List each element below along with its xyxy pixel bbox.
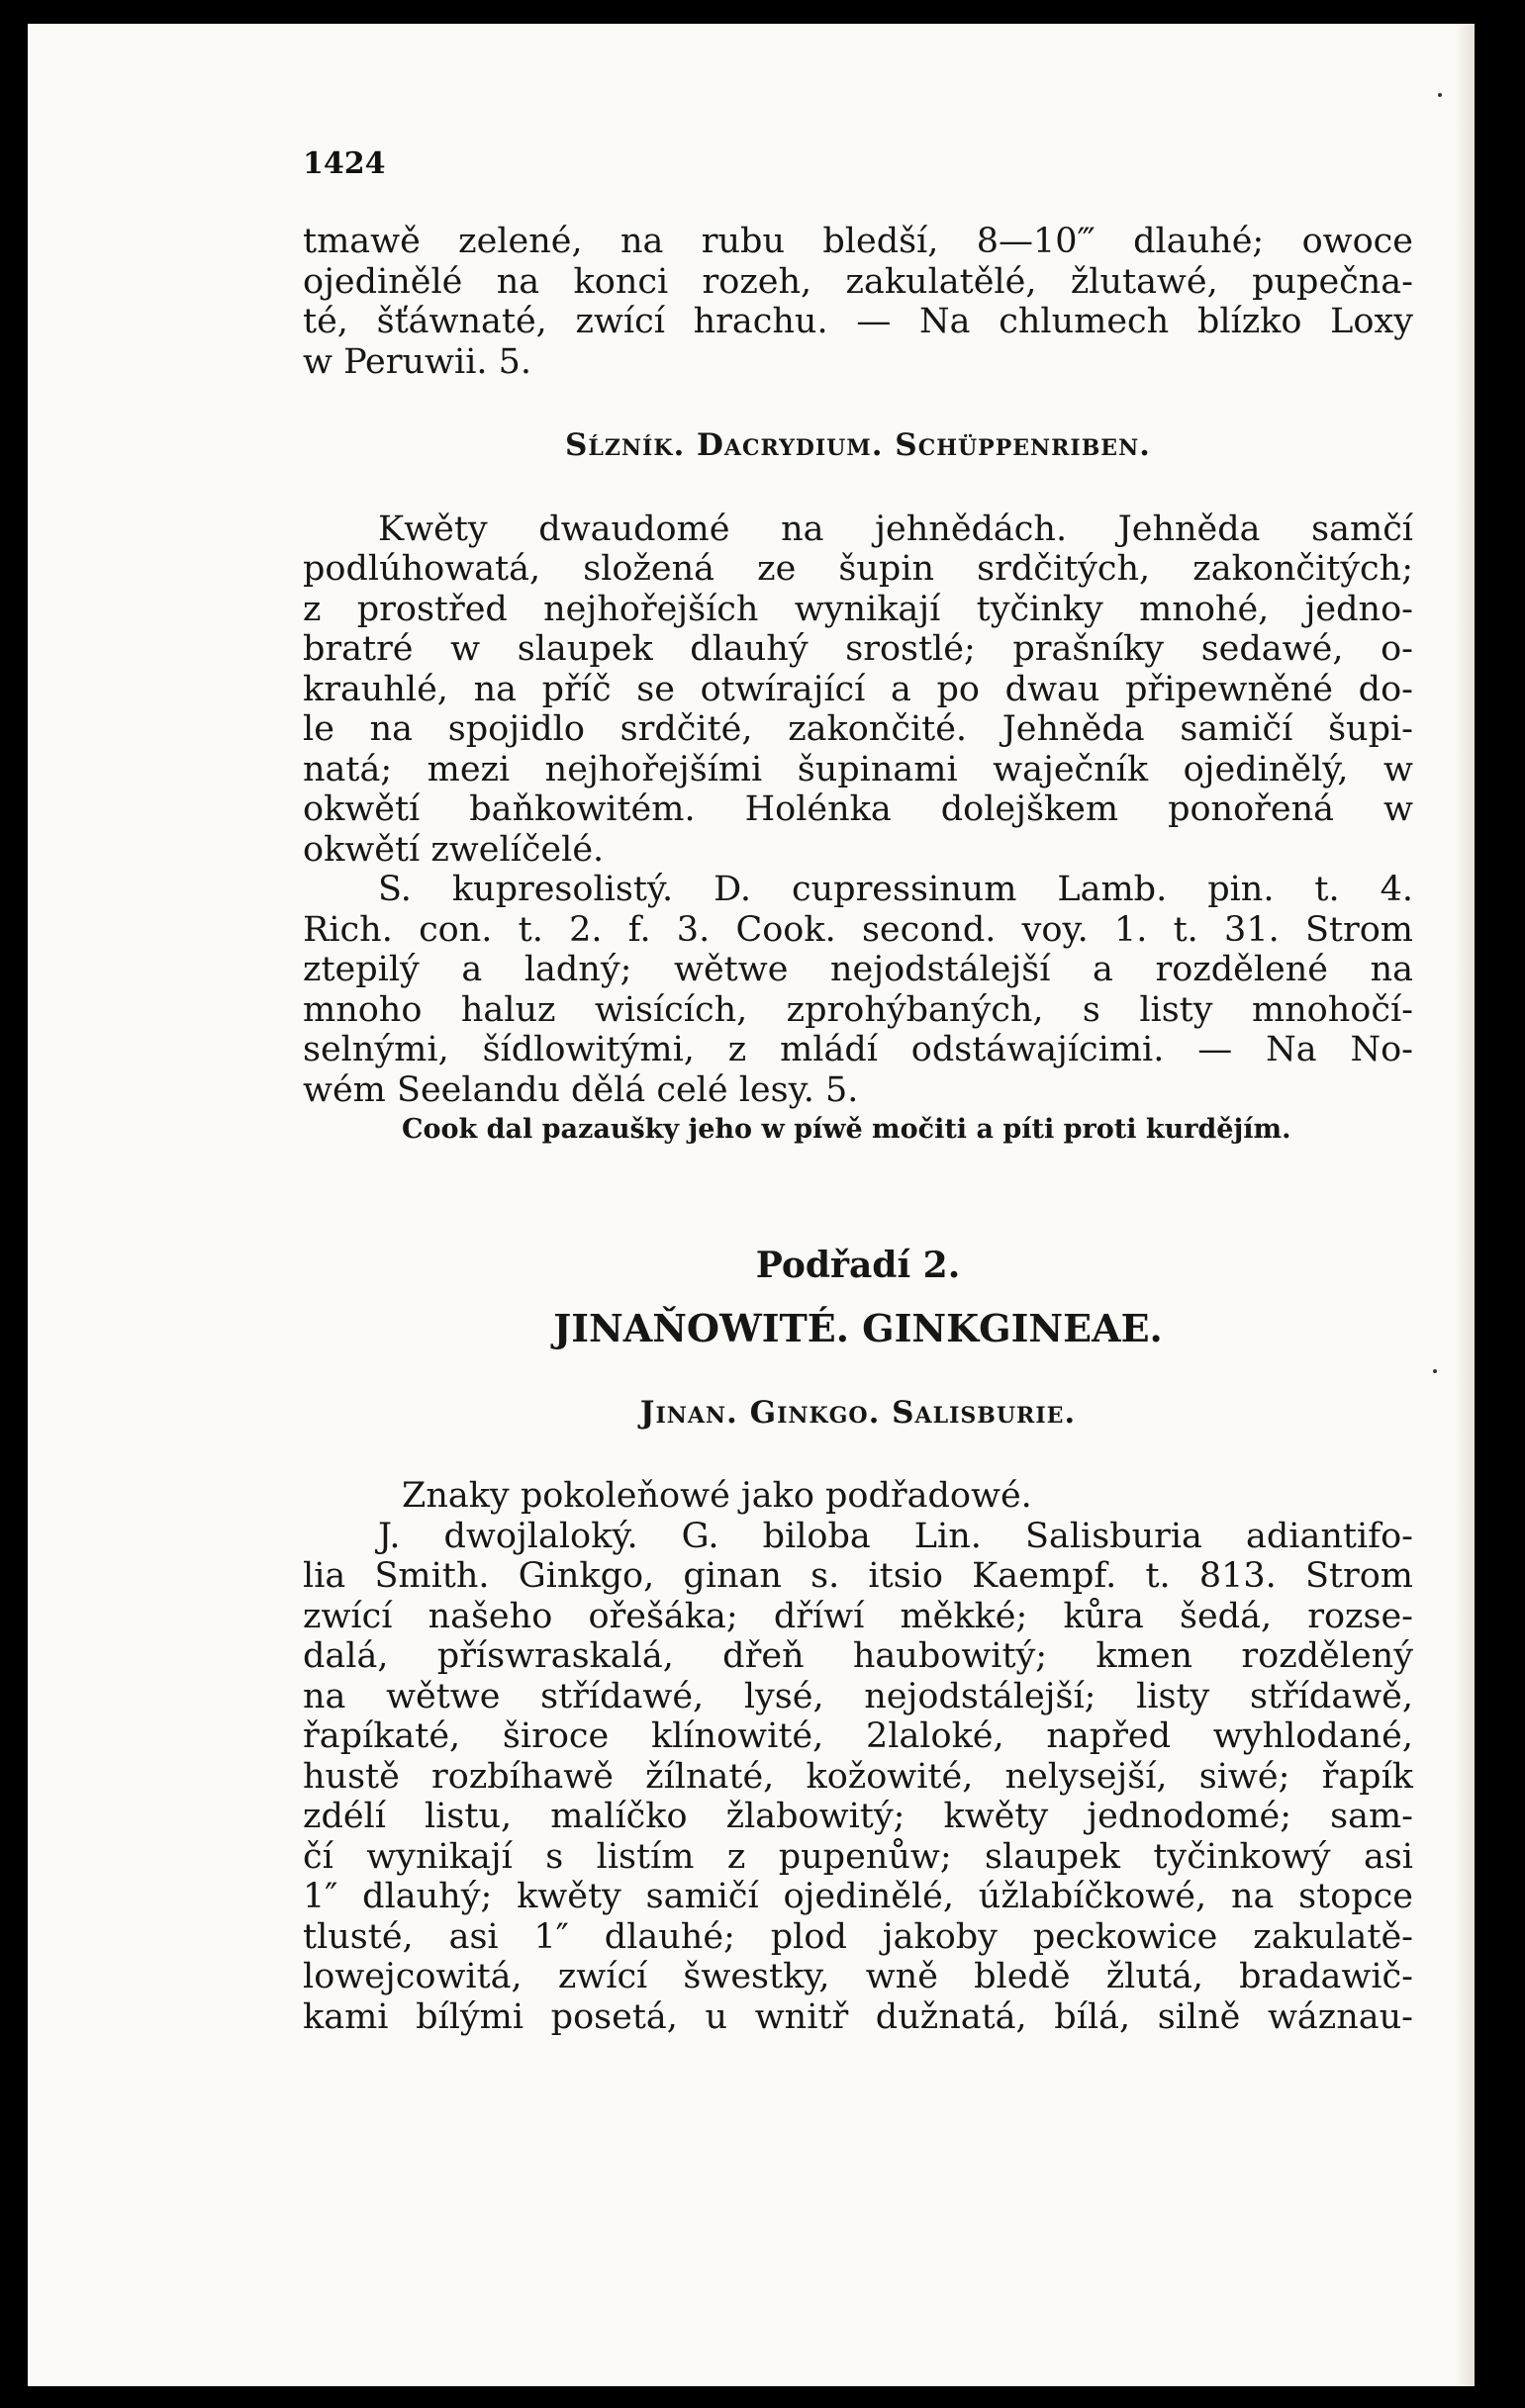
suborder-heading: Podřadí 2.	[755, 1244, 961, 1286]
text-line: Znaky pokoleňowé jako podřadowé.	[402, 1476, 1032, 1516]
text-line: z prostřed nejhořejších wynikají tyčinky mnohé, jedno-	[303, 589, 1413, 629]
text-line: tlusté, asi 1″ dlauhé; plod jakoby peckowice zakulatě-	[303, 1916, 1413, 1957]
text-line: Kwěty dwaudomé na jehnědách. Jehněda samčí	[378, 509, 1413, 549]
text-line: okwětí zwelíčelé.	[303, 829, 605, 870]
text-line: w Peruwii. 5.	[303, 341, 532, 382]
text-line: bratré w slaupek dlauhý srostlé; prašníky sedawé, o-	[303, 629, 1413, 669]
page-text	[303, 222, 1413, 2037]
text-line: krauhlé, na příč se otwírající a po dwau připewněné do-	[303, 669, 1413, 709]
text-line: řapíkaté, široce klínowité, 2laloké, napřed wyhlodané,	[303, 1716, 1413, 1756]
text-line: té, šťáwnaté, zwící hrachu. — Na chlumech blízko Loxy	[303, 302, 1413, 341]
text-line: S. kupresolistý. D. cupressinum Lamb. pin. t. 4.	[378, 870, 1413, 909]
text-line: okwětí baňkowitém. Holénka dolejškem ponořená w	[303, 789, 1413, 829]
paragraph-4	[303, 1476, 1413, 1517]
text-line: mnoho haluz wisících, zprohýbaných, s listy mnohočí-	[303, 989, 1413, 1030]
text-line: podlúhowatá, složená ze šupin srdčitých, zakončitých;	[303, 549, 1413, 589]
text-line: 1″ dlauhý; kwěty samičí ojedinělé, úžlabíčkowé, na stopce	[303, 1877, 1413, 1916]
text-line: Rich. con. t. 2. f. 3. Cook. second. voy. 1. t. 31. Strom	[303, 909, 1413, 950]
text-line: na wětwe střídawé, lysé, nejodstálejší; listy střídawě,	[303, 1676, 1413, 1716]
text-line: dalá, příswraskalá, dřeň haubowitý; kmen rozdělený	[303, 1636, 1413, 1676]
text-line: tmawě zelené, na rubu bledší, 8—10‴ dlauhé; owoce	[303, 222, 1413, 261]
footnote: Cook dal pazaušky jeho w píwě močiti a píti proti kurdějím.	[402, 1114, 1291, 1145]
paragraph-3	[303, 870, 1413, 1110]
genus-heading-ginkgo: Jinan. Ginkgo. Salisburie.	[639, 1394, 1077, 1431]
text-line: ztepilý a ladný; wětwe nejodstálejší a rozdělené na	[303, 950, 1413, 989]
paragraph-2	[303, 509, 1413, 871]
page-number: 1424	[303, 146, 386, 181]
text-line: zdélí listu, malíčko žlabowitý; kwěty jednodomé; sam-	[303, 1797, 1413, 1836]
page-edge-shadow	[1455, 24, 1475, 2386]
text-line: natá; mezi nejhořejšími šupinami waječník ojedinělý, w	[303, 749, 1413, 789]
paragraph-1	[303, 222, 1413, 382]
speck	[1433, 1369, 1437, 1373]
text-line: le na spojidlo srdčité, zakončité. Jehněda samičí šupi-	[303, 709, 1413, 749]
paragraph-5	[303, 1517, 1413, 2038]
genus-heading-dacrydium: Sĺzník. Dacrydium. Schüppenriben.	[565, 427, 1151, 463]
text-line: kami bílými posetá, u wnitř dužnatá, bílá, silně wáznau-	[303, 1996, 1413, 2037]
text-line: lia Smith. Ginkgo, ginan s. itsio Kaempf. t. 813. Strom	[303, 1556, 1413, 1596]
text-line: J. dwojlaloký. G. biloba Lin. Salisburia adiantifo-	[378, 1516, 1413, 1556]
text-line: selnými, šídlowitými, z mládí odstáwajícimi. — Na No-	[303, 1030, 1413, 1069]
text-line: čí wynikají s listím z pupenůw; slaupek tyčinkowý asi	[303, 1836, 1413, 1877]
text-line: wém Seelandu dělá celé lesy. 5.	[303, 1069, 859, 1110]
text-line: zwící našeho ořešáka; dříwí měkké; kůra šedá, rozse-	[303, 1596, 1413, 1636]
text-line: ojedinělé na konci rozeh, zakulatělé, žlutawé, pupečna-	[303, 261, 1413, 302]
text-line: hustě rozbíhawě žílnaté, kožowité, nelysejší, siwé; řapík	[303, 1756, 1413, 1797]
speck	[1438, 93, 1442, 97]
family-heading: JINAŇOWITÉ. GINKGINEAE.	[553, 1306, 1163, 1350]
text-line: lowejcowitá, zwící šwestky, wně bledě žlutá, bradawič-	[303, 1957, 1413, 1996]
